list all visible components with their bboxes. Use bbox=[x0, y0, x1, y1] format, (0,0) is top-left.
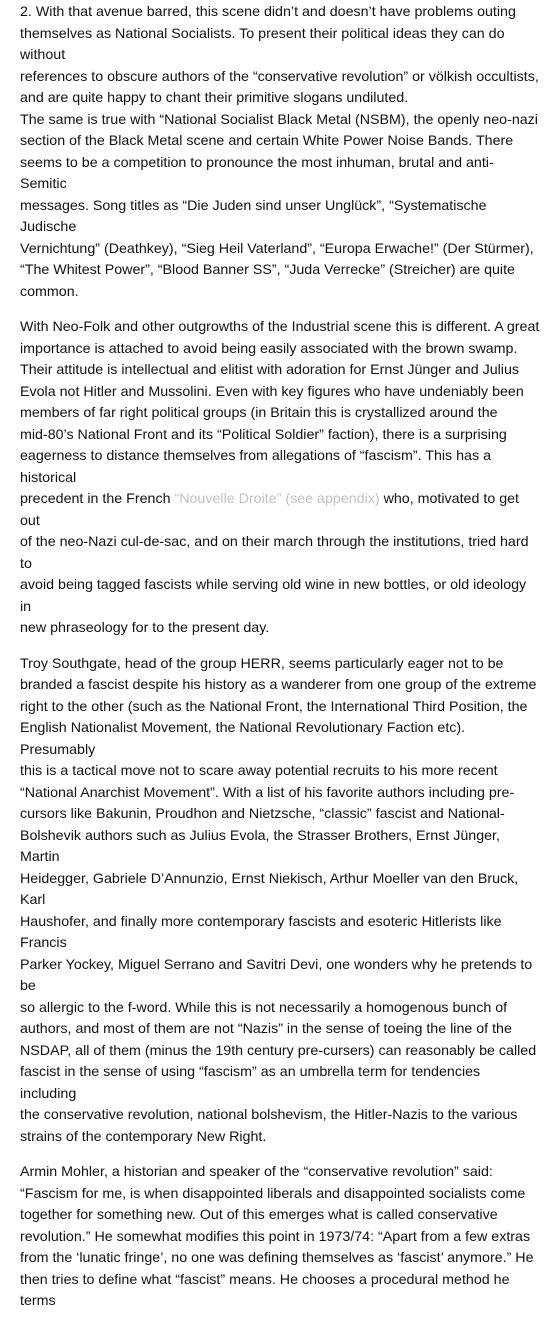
text-line: Parker Yockey, Miguel Serrano and Savitri Devi, one wonders why he pretends to be bbox=[20, 956, 533, 994]
text-line: “The Whitest Power”, “Blood Banner SS”, “Juda Verrecke” (Streicher) are quite bbox=[20, 262, 515, 278]
text-line: avoid being tagged fascists while serving old wine in new bottles, or old ideology in bbox=[20, 577, 527, 615]
text-line: mid-80’s National Front and its “Political Soldier” faction), there is a surprising bbox=[20, 426, 507, 443]
text-line: messages. Song titles as “Die Juden sind unser Unglück”, “Systematische Judische bbox=[20, 197, 487, 235]
paragraph-armin-mohler bbox=[20, 1162, 540, 1313]
text-line: section of the Black Metal scene and certain White Power Noise Bands. There bbox=[20, 133, 514, 149]
text-line: seems to be a competition to pronounce the most inhuman, brutal and anti-Semitic bbox=[20, 154, 494, 192]
text-line: right to the other (such as the National Front, the International Third Position, the bbox=[20, 698, 528, 715]
text-line: English Nationalist Movement, the National Revolutionary Faction etc). Presumably bbox=[20, 720, 466, 758]
text-line: then tries to define what “fascist” means. He chooses a procedural method he terms bbox=[20, 1271, 510, 1309]
text-line: NSDAP, all of them (minus the 19th century pre-cursers) can reasonably be called bbox=[20, 1042, 537, 1059]
paragraph-troy-southgate bbox=[20, 654, 540, 1149]
paragraph-neo-folk bbox=[20, 317, 540, 640]
text-line: importance is attached to avoid being easily associated with the brown swamp. bbox=[20, 340, 518, 357]
text-line: branded a fascist despite his history as a wanderer from one group of the extreme bbox=[20, 677, 537, 693]
text-line: With Neo-Folk and other outgrowths of the Industrial scene this is different. A great bbox=[20, 319, 540, 335]
text-line: and are quite happy to chant their primitive slogans undiluted. bbox=[20, 90, 409, 106]
text-line: new phraseology for to the present day. bbox=[20, 620, 270, 636]
text-line: who, motivated to get out bbox=[20, 491, 520, 529]
text-line: themselves as National Socialists. To present their political ideas they can do without bbox=[20, 25, 505, 63]
text-line: “National Anarchist Movement”. With a list of his favorite authors including pre- bbox=[20, 784, 515, 801]
paragraph-nsbm bbox=[20, 2, 540, 303]
text-line: fascist in the sense of using “fascism” as an umbrella term for tendencies including bbox=[20, 1064, 481, 1102]
text-line: Haushofer, and finally more contemporary fascists and esoteric Hitlerists like Francis bbox=[20, 913, 502, 951]
text-line: from the ‘lunatic fringe’, no one was defining themselves as ‘fascist’ anymore.” He bbox=[20, 1250, 534, 1266]
text-line: eagerness to distance themselves from allegations of “fascism”. This has a historical bbox=[20, 448, 491, 486]
text-line: Bolshevik authors such as Julius Evola, the Strasser Brothers, Ernst Jünger, Martin bbox=[20, 827, 500, 865]
text-line: Heidegger, Gabriele D’Annunzio, Ernst Niekisch, Arthur Moeller van den Bruck, Karl bbox=[20, 870, 519, 908]
text-line: precedent in the French bbox=[20, 491, 175, 507]
text-line: Their attitude is intellectual and elitist with adoration for Ernst Jünger and Julius bbox=[20, 362, 520, 378]
text-line: the conservative revolution, national bolshevism, the Hitler-Nazis to the various bbox=[20, 1107, 518, 1123]
text-line: so allergic to the f-word. While this is not necessarily a homogenous bunch of bbox=[20, 999, 508, 1016]
text-line: The same is true with “National Socialist Black Metal (NSBM), the openly neo-nazi bbox=[20, 111, 538, 128]
text-line: references to obscure authors of the “conservative revolution” or völkish occultists, bbox=[20, 68, 539, 85]
text-line: 2. With that avenue barred, this scene didn’t and doesn’t have problems outing bbox=[20, 4, 516, 20]
text-line: Armin Mohler, a historian and speaker of the “conservative revolution” said: bbox=[20, 1164, 493, 1180]
text-line: revolution.” He somewhat modifies this point in 1973/74: “Apart from a few extras bbox=[20, 1228, 531, 1245]
nouvelle-droite-appendix-link[interactable]: “Nouvelle Droite” (see appendix) bbox=[174, 491, 380, 507]
document-body bbox=[20, 0, 540, 1327]
text-line: cursors like Bakunin, Proudhon and Nietzsche, “classic” fascist and National- bbox=[20, 806, 505, 822]
text-line: authors, and most of them are not “Nazis” in the sense of toeing the line of the bbox=[20, 1021, 512, 1037]
text-line: strains of the contemporary New Right. bbox=[20, 1128, 267, 1145]
text-line: together for something new. Out of this emerges what is called conservative bbox=[20, 1207, 498, 1223]
text-line: Troy Southgate, head of the group HERR, seems particularly eager not to be bbox=[20, 655, 504, 672]
text-line: of the neo-Nazi cul-de-sac, and on their march through the institutions, tried hard to bbox=[20, 534, 529, 572]
text-line: members of far right political groups (in Britain this is crystallized around the bbox=[20, 405, 498, 421]
text-line: Vernichtung” (Deathkey), “Sieg Heil Vaterland”, “Europa Erwache!” (Der Stürmer), bbox=[20, 240, 534, 257]
text-line: common. bbox=[20, 283, 79, 300]
text-line: Evola not Hitler and Mussolini. Even with key figures who have undeniably been bbox=[20, 383, 524, 400]
text-line: this is a tactical move not to scare away potential recruits to his more recent bbox=[20, 763, 498, 779]
text-line: “Fascism for me, is when disappointed liberals and disappointed socialists come bbox=[20, 1185, 526, 1202]
